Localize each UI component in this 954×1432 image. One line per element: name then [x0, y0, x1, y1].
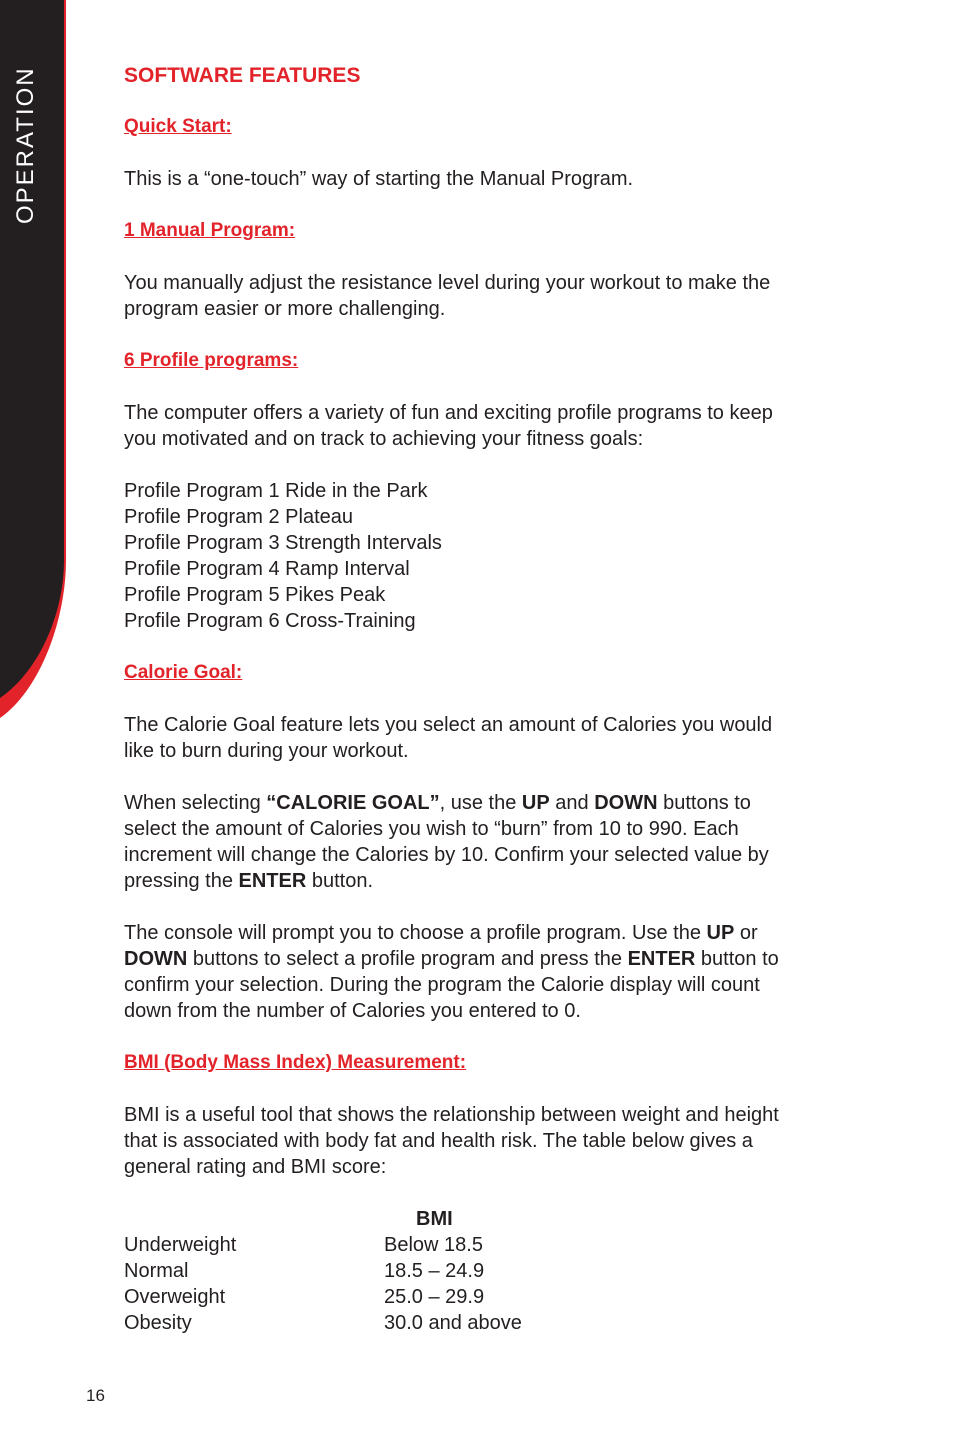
- bmi-line-3: general rating and BMI score:: [124, 1156, 387, 1178]
- bmi-table: [124, 1206, 522, 1336]
- text-segment: button to: [695, 948, 779, 970]
- bmi-score: 18.5 – 24.9: [384, 1260, 485, 1282]
- page-title: SOFTWARE FEATURES: [124, 64, 361, 87]
- list-item: Profile Program 2 Plateau: [124, 506, 354, 528]
- calorie-goal-instructions: [124, 790, 864, 894]
- list-item: Profile Program 1 Ride in the Park: [124, 480, 428, 502]
- calorie-goal-heading: Calorie Goal:: [124, 662, 243, 683]
- table-row: [124, 1284, 522, 1310]
- calorie-instr-line-2: select the amount of Calories you wish to “burn” from 10 to 990. Each: [124, 818, 739, 840]
- enter-keyword: ENTER: [627, 948, 696, 970]
- manual-line-2: program easier or more challenging.: [124, 298, 446, 320]
- bmi-score: 30.0 and above: [384, 1312, 522, 1334]
- calorie-goal-console: [124, 920, 864, 1024]
- profile-line-1: The computer offers a variety of fun and exciting profile programs to keep: [124, 402, 773, 424]
- bmi-rating: Underweight: [124, 1234, 237, 1256]
- manual-line-1: You manually adjust the resistance level during your workout to make the: [124, 272, 771, 294]
- table-row: [124, 1232, 522, 1258]
- calorie-intro-line-1: The Calorie Goal feature lets you select an amount of Calories you would: [124, 714, 773, 736]
- up-keyword: UP: [706, 922, 735, 944]
- down-keyword: DOWN: [124, 948, 188, 970]
- table-row: [124, 1258, 522, 1284]
- calorie-instr-line-3: increment will change the Calories by 10. Confirm your selected value by: [124, 844, 769, 866]
- manual-program-text: [124, 270, 864, 322]
- list-item: Profile Program 5 Pikes Peak: [124, 584, 386, 606]
- calorie-intro-line-2: like to burn during your workout.: [124, 740, 409, 762]
- calorie-goal-keyword: “CALORIE GOAL”: [266, 792, 440, 814]
- text-segment: pressing the: [124, 870, 239, 892]
- bmi-score: 25.0 – 29.9: [384, 1286, 485, 1308]
- profile-line-2: you motivated and on track to achieving your fitness goals:: [124, 428, 644, 450]
- quick-start-text: This is a “one-touch” way of starting the Manual Program.: [124, 168, 634, 190]
- text-segment: The console will prompt you to choose a profile program. Use the: [124, 922, 707, 944]
- text-segment: , use the: [439, 792, 522, 814]
- text-segment: buttons to: [657, 792, 751, 814]
- down-keyword: DOWN: [594, 792, 658, 814]
- bmi-line-2: that is associated with body fat and health risk. The table below gives a: [124, 1130, 753, 1152]
- text-segment: or: [734, 922, 758, 944]
- section-tab-label: OPERATION: [12, 66, 39, 224]
- bmi-column-header: BMI: [416, 1208, 453, 1230]
- profile-program-list: [124, 478, 864, 634]
- profile-programs-text: [124, 400, 864, 452]
- page-content: [124, 62, 864, 1336]
- bmi-score: Below 18.5: [384, 1234, 483, 1256]
- text-segment: and: [549, 792, 595, 814]
- text-segment: button.: [306, 870, 374, 892]
- table-row: [124, 1310, 522, 1336]
- table-header-row: [124, 1206, 522, 1232]
- bmi-line-1: BMI is a useful tool that shows the relationship between weight and height: [124, 1104, 779, 1126]
- calorie-console-line-4: down from the number of Calories you entered to 0.: [124, 1000, 581, 1022]
- list-item: Profile Program 3 Strength Intervals: [124, 532, 442, 554]
- calorie-goal-intro: [124, 712, 864, 764]
- text-segment: When selecting: [124, 792, 267, 814]
- page-number: 16: [86, 1386, 105, 1405]
- bmi-rating: Normal: [124, 1260, 189, 1282]
- bmi-rating: Overweight: [124, 1286, 226, 1308]
- bmi-rating: Obesity: [124, 1312, 192, 1334]
- list-item: Profile Program 6 Cross-Training: [124, 610, 416, 632]
- manual-program-heading: 1 Manual Program:: [124, 220, 296, 241]
- up-keyword: UP: [521, 792, 550, 814]
- profile-programs-heading: 6 Profile programs:: [124, 350, 299, 371]
- bmi-text: [124, 1102, 864, 1180]
- bmi-heading: BMI (Body Mass Index) Measurement:: [124, 1052, 467, 1073]
- list-item: Profile Program 4 Ramp Interval: [124, 558, 410, 580]
- text-segment: buttons to select a profile program and press the: [187, 948, 628, 970]
- calorie-console-line-3: confirm your selection. During the program the Calorie display will count: [124, 974, 760, 996]
- enter-keyword: ENTER: [238, 870, 307, 892]
- quick-start-heading: Quick Start:: [124, 116, 232, 137]
